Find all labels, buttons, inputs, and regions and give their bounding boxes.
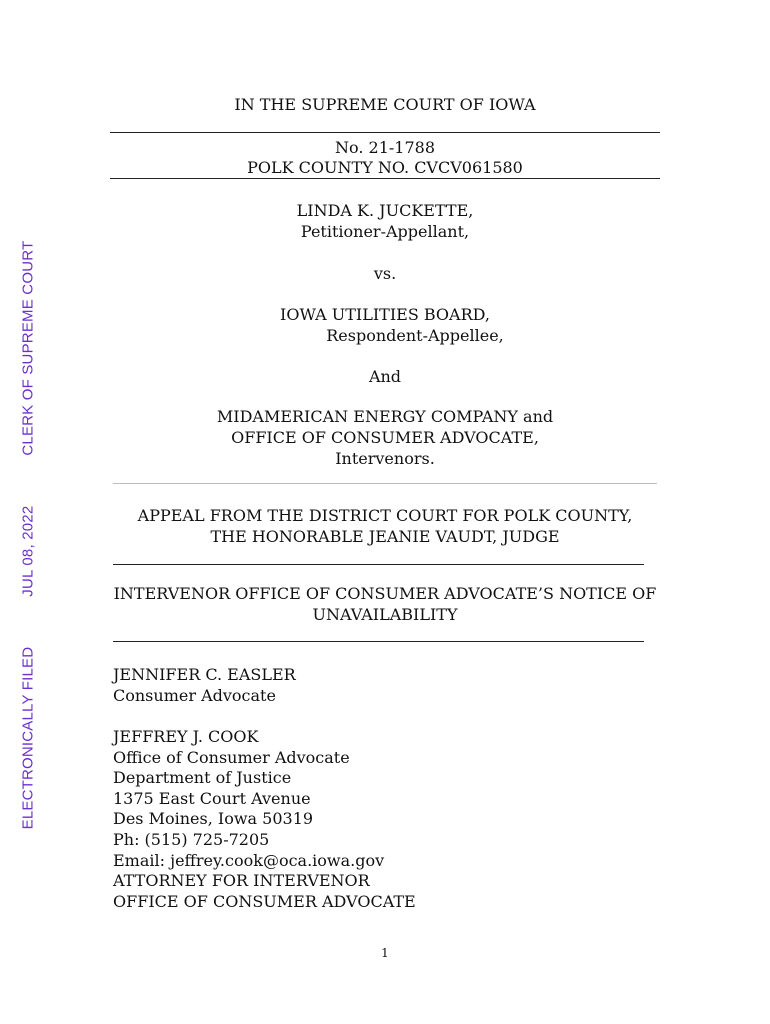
advocate-name: JENNIFER C. EASLER [113, 665, 296, 684]
rule-parties [113, 483, 657, 484]
stamp-date: JUL 08, 2022 [19, 505, 37, 597]
versus: vs. [373, 264, 397, 283]
attorney-line: JEFFREY J. COOK [113, 727, 259, 746]
rule-title [113, 641, 644, 642]
rule-case [110, 178, 660, 179]
court-heading: IN THE SUPREME COURT OF IOWA [234, 95, 536, 114]
stamp-clerk: CLERK OF SUPREME COURT [19, 240, 37, 456]
appeal-line1: APPEAL FROM THE DISTRICT COURT FOR POLK COUNTY, [137, 506, 633, 525]
attorney-line: Department of Justice [113, 768, 292, 788]
filing-stamp [20, 241, 37, 830]
rule-top [110, 132, 660, 133]
attorney-line: Ph: (515) 725-7205 [113, 829, 270, 849]
attorney-line: 1375 East Court Avenue [113, 788, 311, 808]
page-number: 1 [381, 946, 389, 960]
intervenor-line2: OFFICE OF CONSUMER ADVOCATE, [231, 428, 539, 447]
rule-appeal [113, 564, 644, 565]
attorney-line: Office of Consumer Advocate [113, 747, 350, 767]
petitioner-role: Petitioner-Appellant, [300, 222, 470, 241]
attorney-email[interactable]: Email: jeffrey.cook@oca.iowa.gov [113, 850, 385, 870]
and-text: And [368, 367, 402, 386]
respondent-role: Respondent-Appellee, [326, 326, 504, 345]
attorney-line: ATTORNEY FOR INTERVENOR [113, 871, 370, 891]
advocate-title: Consumer Advocate [113, 686, 276, 705]
attorney-line: OFFICE OF CONSUMER ADVOCATE [113, 891, 416, 911]
document-title-line1: INTERVENOR OFFICE OF CONSUMER ADVOCATE’S NOTICE OF [113, 584, 657, 603]
attorney-line: Des Moines, Iowa 50319 [113, 809, 314, 829]
county-number: POLK COUNTY NO. CVCV061580 [247, 158, 523, 177]
document-title-line2: UNAVAILABILITY [312, 605, 458, 624]
attorney-block [113, 727, 416, 912]
petitioner-name: LINDA K. JUCKETTE, [296, 201, 474, 220]
intervenor-line1: MIDAMERICAN ENERGY COMPANY and [216, 407, 554, 426]
case-number: No. 21-1788 [334, 138, 435, 157]
stamp-filed-text: ELECTRONICALLY FILED [19, 646, 37, 830]
respondent-name: IOWA UTILITIES BOARD, [280, 305, 490, 324]
intervenor-role: Intervenors. [335, 449, 435, 468]
appeal-line2: THE HONORABLE JEANIE VAUDT, JUDGE [210, 527, 560, 546]
